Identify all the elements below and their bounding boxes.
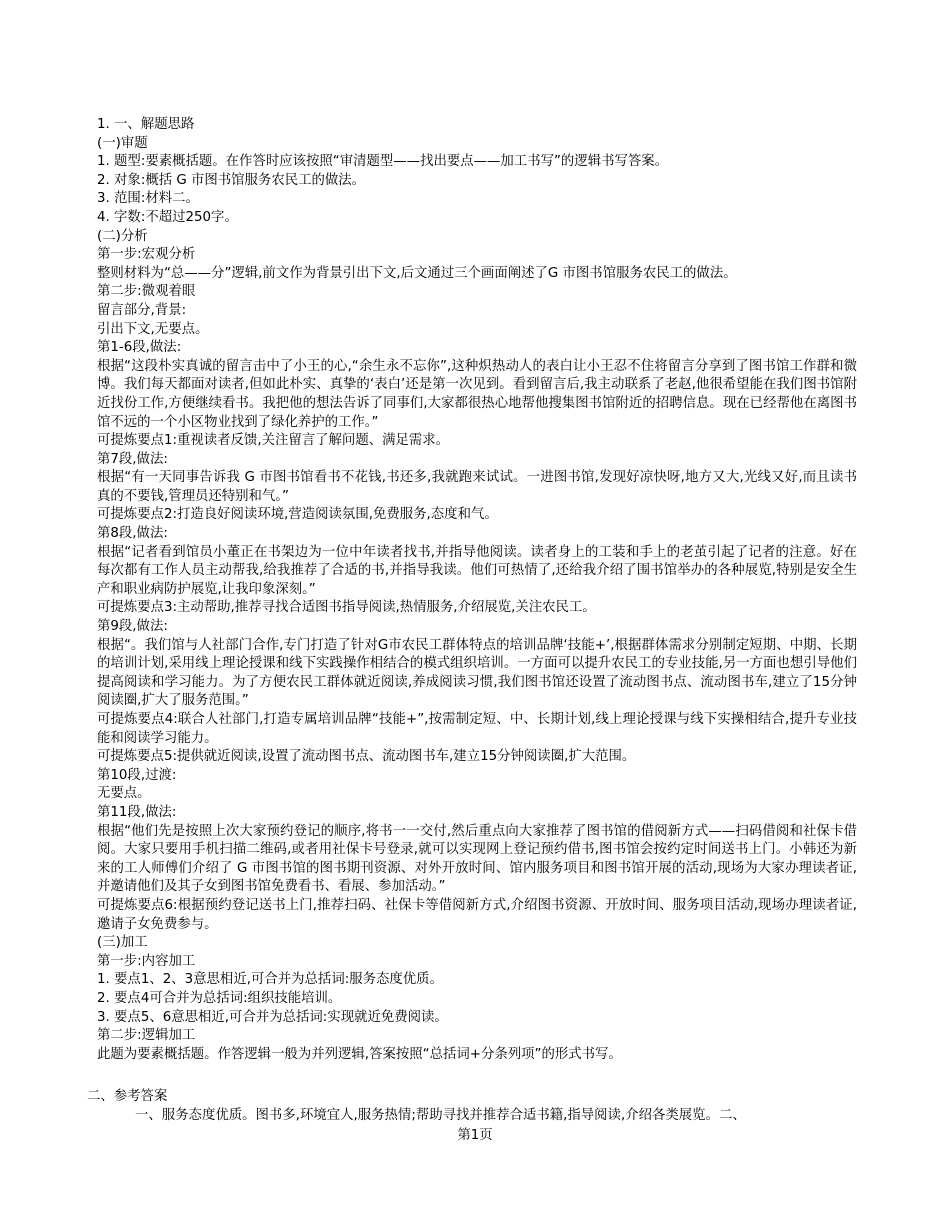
paragraph-label: 第7段,做法:	[97, 451, 168, 467]
review-item: 3. 范围:材料二。	[97, 191, 199, 207]
quote-paragraph: 根据“。我们馆与人社部门合作,专门打造了针对G市农民工群体特点的培训品牌‘技能+’,根据群体需求分别制定短期、中期、长期的培训计划,采用线上理论授课和线下实践操作相结合的模式组织培训。一方面可以提升农民工的专业技能,另一方面也想引导他们提高阅读和学习能力。为了方便农民工群体就近阅读,养成阅读习惯,我们图书馆还设置了流动图书点、流动图书车,建立了15分钟阅读圈,扩大了服务范围。”	[97, 637, 857, 709]
key-point: 可提炼要点2:打造良好阅读环境,营造阅读氛围,免费服务,态度和气。	[97, 507, 498, 523]
quote-paragraph: 根据“记者看到馆员小董正在书架边为一位中年读者找书,并指导他阅读。读者身上的工装和手上的老茧引起了记者的注意。好在每次都有工作人员主动帮我,给我推荐了合适的书,并指导我读。他们可热情了,还给我介绍了围书馆举办的各种展览,特别是安全生产和职业病防护展览,让我印象深刻。”	[97, 544, 857, 597]
page-number: 第1页	[457, 1128, 493, 1143]
key-point: 可提炼要点5:提供就近阅读,设置了流动图书点、流动图书车,建立15分钟阅读圈,扩大范围。	[97, 749, 636, 765]
step-title: 第一步:内容加工	[97, 953, 196, 969]
paragraph-label: 第11段,做法:	[97, 804, 177, 820]
process-item: 3. 要点5、6意思相近,可合并为总括词:实现就近免费阅读。	[97, 1009, 448, 1025]
step-title: 第二步:逻辑加工	[97, 1028, 196, 1044]
subsection-title-process: (三)加工	[97, 935, 148, 951]
paragraph-label: 第8段,做法:	[97, 526, 168, 542]
step-title: 第一步:宏观分析	[97, 247, 196, 263]
analysis-section	[97, 116, 857, 1064]
paragraph-label: 第9段,做法:	[97, 619, 168, 635]
key-point: 可提炼要点4:联合人社部门,打造专属培训品牌“技能+”,按需制定短、中、长期计划,线上理论授课与线下实操相结合,提升专业技能和阅读学习能力。	[97, 712, 857, 746]
paragraph-note: 引出下文,无要点。	[97, 321, 209, 337]
quote-paragraph: 根据“这段朴实真诚的留言击中了小王的心,“余生永不忘你”,这种炽热动人的表白让小王忍不住将留言分享到了图书馆工作群和微博。我们每天都面对读者,但如此朴实、真挚的‘表白’还是第一次见到。看到留言后,我主动联系了老赵,他很希望能在我们图书馆附近找份工作,方便继续看书。我把他的想法告诉了同事们,大家都很热心地帮他搜集图书馆附近的招聘信息。现在已经帮他在离图书馆不远的一个小区物业找到了绿化养护的工作。”	[97, 358, 857, 430]
review-item: 4. 字数:不超过250字。	[97, 209, 238, 225]
key-point: 可提炼要点6:根据预约登记送书上门,推荐扫码、社保卡等借阅新方式,介绍图书资源、开放时间、服务项目活动,现场办理读者证,邀请子女免费参与。	[97, 897, 857, 932]
quote-paragraph: 根据“有一天同事告诉我 G 市图书馆看书不花钱,书还多,我就跑来试试。一进图书馆,发现好凉快呀,地方又大,光线又好,而且读书真的不要钱,管理员还特别和气。”	[97, 470, 857, 504]
section-heading: 1. 一、解题思路	[97, 117, 195, 132]
step-title: 第二步:微观着眼	[97, 284, 196, 300]
review-item: 1. 题型:要素概括题。在作答时应该按照“审清题型——找出要点——加工书写”的逻辑书写答案。	[97, 154, 669, 170]
answer-text: 一、服务态度优质。图书多,环境宜人,服务热情;帮助寻找并推荐合适书籍,指导阅读,介绍各类展览。二、	[135, 1107, 746, 1123]
paragraph-label: 第1-6段,做法:	[97, 340, 182, 356]
step-text: 此题为要素概括题。作答逻辑一般为并列逻辑,答案按照“总括词+分条列项”的形式书写。	[97, 1046, 622, 1062]
paragraph-note: 无要点。	[97, 786, 151, 802]
paragraph-label: 留言部分,背景:	[97, 302, 187, 318]
paragraph-label: 第10段,过渡:	[97, 767, 177, 783]
answer-title: 二、参考答案	[87, 1089, 168, 1104]
key-point: 可提炼要点3:主动帮助,推荐寻找合适图书指导阅读,热情服务,介绍展览,关注农民工。	[97, 600, 596, 616]
quote-paragraph: 根据“他们先是按照上次大家预约登记的顺序,将书一一交付,然后重点向大家推荐了图书馆的借阅新方式——扫码借阅和社保卡借阅。大家只要用手机扫描二维码,或者用社保卡号登录,就可以实现网上登记预约借书,图书馆会按约定时间送书上门。小韩还为新来的工人师傅们介绍了 G 市图书馆的图书期刊资源、对外开放时间、馆内服务项目和图书馆开展的活动,现场为大家办理读者证,并邀请他们及其子女到图书馆免费看书、看展、参加活动。”	[97, 823, 857, 895]
review-item: 2. 对象:概括 G 市图书馆服务农民工的做法。	[97, 172, 366, 188]
subsection-title-review: (一)审题	[97, 135, 148, 151]
answer-section	[87, 1088, 857, 1125]
process-item: 1. 要点1、2、3意思相近,可合并为总括词:服务态度优质。	[97, 972, 443, 988]
process-item: 2. 要点4可合并为总括词:组织技能培训。	[97, 990, 342, 1006]
subsection-title-analysis: (二)分析	[97, 228, 148, 244]
step-text: 整则材料为“总——分”逻辑,前文作为背景引出下文,后文通过三个画面阐述了G 市图书馆服务农民工的做法。	[97, 265, 737, 281]
key-point: 可提炼要点1:重视读者反馈,关注留言了解问题、满足需求。	[97, 433, 450, 449]
